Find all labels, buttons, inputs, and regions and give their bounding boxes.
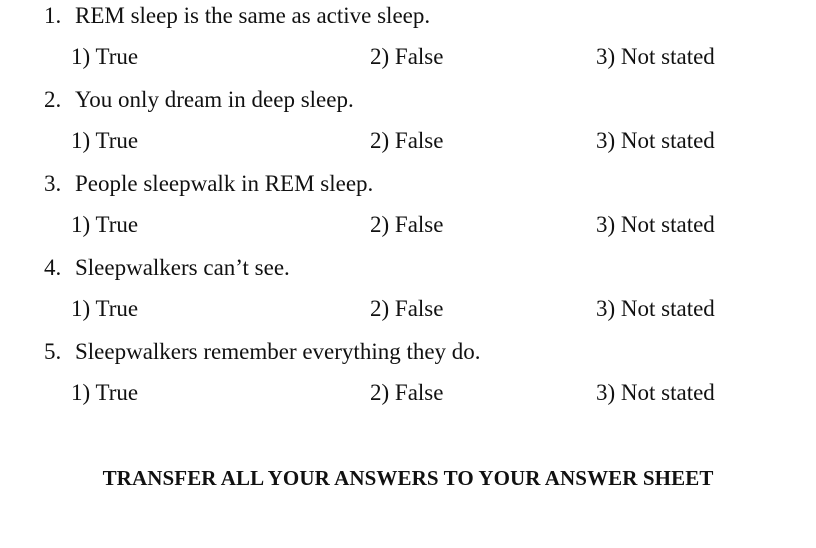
question-number: 2. xyxy=(44,87,62,112)
question-5-options xyxy=(0,379,816,407)
option-not-stated[interactable]: 3) Not stated xyxy=(596,44,715,69)
question-4 xyxy=(44,254,290,282)
question-3 xyxy=(44,170,373,198)
question-text: Sleepwalkers can’t see. xyxy=(75,255,290,280)
question-5 xyxy=(44,338,481,366)
question-3-options xyxy=(0,211,816,239)
option-true[interactable]: 1) True xyxy=(71,380,139,405)
option-true[interactable]: 1) True xyxy=(71,296,139,321)
question-number: 1. xyxy=(44,3,62,28)
option-not-stated[interactable]: 3) Not stated xyxy=(596,380,715,405)
option-true[interactable]: 1) True xyxy=(71,212,139,237)
option-false[interactable]: 2) False xyxy=(370,44,444,69)
question-2-options xyxy=(0,127,816,155)
question-2 xyxy=(44,86,354,114)
option-not-stated[interactable]: 3) Not stated xyxy=(596,212,715,237)
question-1 xyxy=(44,2,430,30)
question-text: You only dream in deep sleep. xyxy=(75,87,354,112)
option-not-stated[interactable]: 3) Not stated xyxy=(596,296,715,321)
option-true[interactable]: 1) True xyxy=(71,128,139,153)
question-4-options xyxy=(0,295,816,323)
question-number: 4. xyxy=(44,255,62,280)
question-text: Sleepwalkers remember everything they do. xyxy=(75,339,481,364)
question-number: 5. xyxy=(44,339,62,364)
question-text: REM sleep is the same as active sleep. xyxy=(75,3,431,28)
option-not-stated[interactable]: 3) Not stated xyxy=(596,128,715,153)
option-true[interactable]: 1) True xyxy=(71,44,139,69)
question-1-options xyxy=(0,43,816,71)
transfer-answers-instruction: TRANSFER ALL YOUR ANSWERS TO YOUR ANSWER SHEET xyxy=(102,466,714,490)
option-false[interactable]: 2) False xyxy=(370,296,444,321)
option-false[interactable]: 2) False xyxy=(370,380,444,405)
option-false[interactable]: 2) False xyxy=(370,212,444,237)
question-number: 3. xyxy=(44,171,62,196)
option-false[interactable]: 2) False xyxy=(370,128,444,153)
question-text: People sleepwalk in REM sleep. xyxy=(75,171,374,196)
